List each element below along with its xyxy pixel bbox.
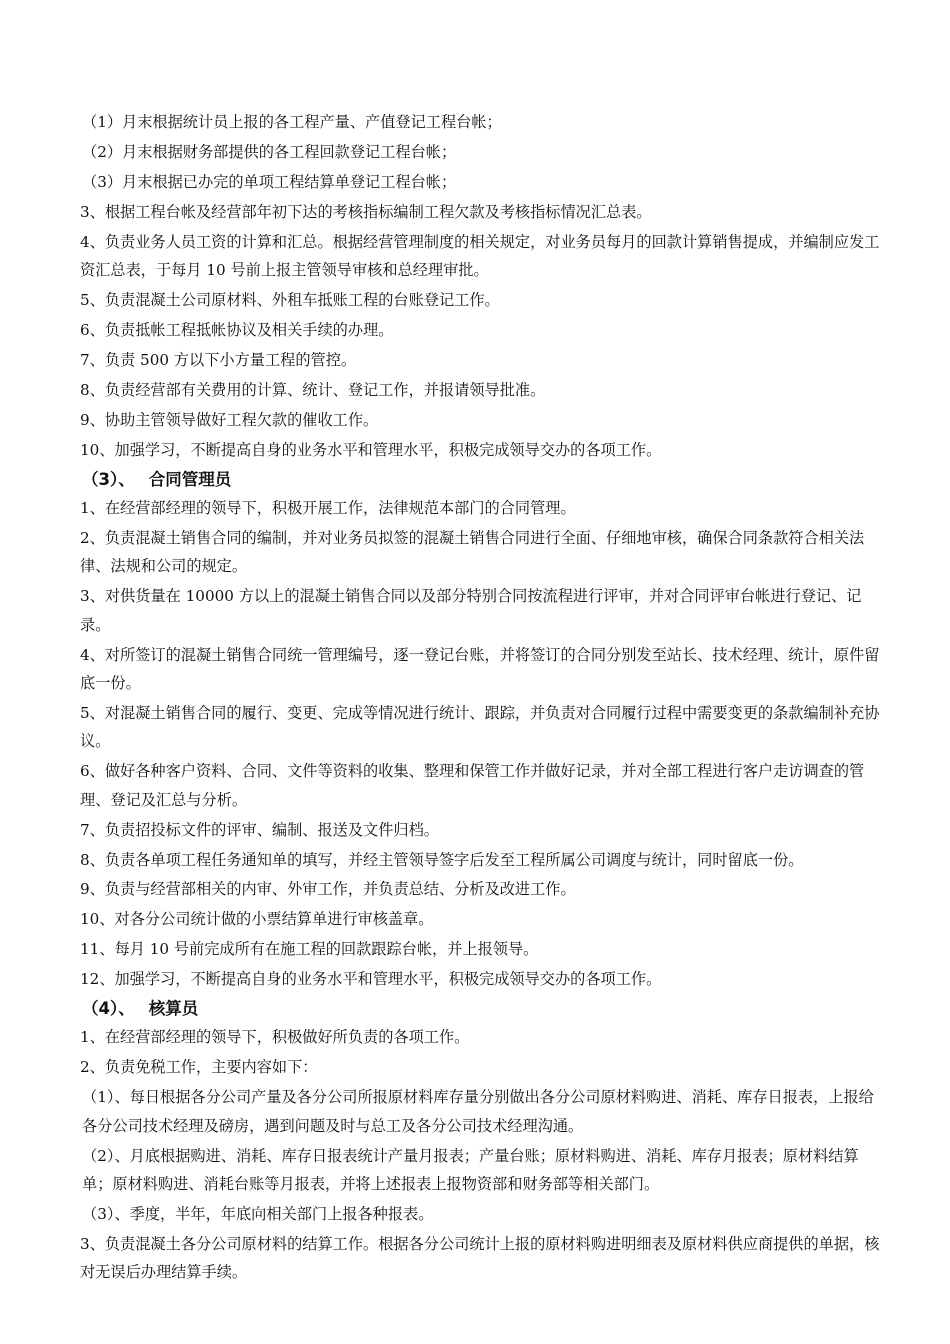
- paragraph: 2、负责混凝土销售合同的编制，并对业务员拟签的混凝土销售合同进行全面、仔细地审核，确保合同条款符合相关法律、法规和公司的规定。: [80, 529, 865, 576]
- paragraph: 9、负责与经营部相关的内审、外审工作，并负责总结、分析及改进工作。: [80, 880, 576, 899]
- document-page: [80, 108, 880, 1288]
- paragraph: 3、根据工程台帐及经营部年初下达的考核指标编制工程欠款及考核指标情况汇总表。: [80, 202, 652, 221]
- paragraph: 4、负责业务人员工资的计算和汇总。根据经营管理制度的相关规定，对业务员每月的回款计算销售提成，并编制应发工资汇总表，于每月 10 号前上报主管领导审核和总经理审批。: [80, 232, 880, 280]
- paragraph: 8、负责各单项工程任务通知单的填写，并经主管领导签字后发至工程所属公司调度与统计，同时留底一份。: [80, 850, 804, 869]
- paragraph: 12、加强学习，不断提高自身的业务水平和管理水平，积极完成领导交办的各项工作。: [80, 970, 662, 989]
- paragraph: 10、对各分公司统计做的小票结算单进行审核盖章。: [80, 910, 434, 929]
- paragraph: 2、负责免税工作，主要内容如下：: [80, 1058, 318, 1077]
- paragraph: 8、负责经营部有关费用的计算、统计、登记工作，并报请领导批准。: [80, 381, 546, 400]
- paragraph: 1、在经营部经理的领导下，积极开展工作，法律规范本部门的合同管理。: [80, 499, 576, 518]
- section-heading-accountant: [80, 995, 880, 1023]
- paragraph: （2）、月底根据购进、消耗、库存日报表统计产量月报表；产量台账；原材料购进、消耗、库存月报表；原材料结算单；原材料购进、消耗台账等月报表，并将上述报表上报物资部和财务部等相关部门。: [82, 1146, 859, 1193]
- paragraph: 10、加强学习，不断提高自身的业务水平和管理水平，积极完成领导交办的各项工作。: [80, 441, 662, 460]
- section-title: 核算员: [148, 999, 199, 1019]
- paragraph: 1、在经营部经理的领导下，积极做好所负责的各项工作。: [80, 1028, 470, 1047]
- paragraph: （3）月末根据已办完的单项工程结算单登记工程台帐；: [82, 172, 457, 191]
- section-number: （4）、: [82, 999, 135, 1019]
- paragraph: 5、对混凝土销售合同的履行、变更、完成等情况进行统计、跟踪，并负责对合同履行过程中需要变更的条款编制补充协议。: [80, 703, 880, 751]
- paragraph: （2）月末根据财务部提供的各工程回款登记工程台帐；: [82, 142, 457, 161]
- paragraph: 5、负责混凝土公司原材料、外租车抵账工程的台账登记工作。: [80, 291, 500, 310]
- paragraph: 9、协助主管领导做好工程欠款的催收工作。: [80, 411, 379, 430]
- paragraph: 3、对供货量在 10000 方以上的混凝土销售合同以及部分特别合同按流程进行评审，并对合同评审台帐进行登记、记录。: [80, 587, 862, 634]
- paragraph: 6、负责抵帐工程抵帐协议及相关手续的办理。: [80, 321, 394, 340]
- section-heading-contract-manager: [80, 466, 880, 494]
- paragraph: 7、负责 500 方以下小方量工程的管控。: [80, 351, 357, 370]
- paragraph: 3、负责混凝土各分公司原材料的结算工作。根据各分公司统计上报的原材料购进明细表及原材料供应商提供的单据，核对无误后办理结算手续。: [80, 1234, 880, 1282]
- section-number: （3）、: [82, 470, 135, 490]
- paragraph: 11、每月 10 号前完成所有在施工程的回款跟踪台帐，并上报领导。: [80, 940, 539, 959]
- paragraph: （3）、季度，半年，年底向相关部门上报各种报表。: [82, 1204, 434, 1223]
- paragraph: 4、对所签订的混凝土销售合同统一管理编号，逐一登记台账，并将签订的合同分别发至站长、技术经理、统计，原件留底一份。: [80, 645, 880, 692]
- section-title: 合同管理员: [148, 470, 232, 490]
- paragraph: （1）月末根据统计员上报的各工程产量、产值登记工程台帐；: [82, 113, 502, 131]
- paragraph: 6、做好各种客户资料、合同、文件等资料的收集、整理和保管工作并做好记录，并对全部工程进行客户走访调查的管理、登记及汇总与分析。: [80, 762, 865, 809]
- paragraph: （1）、每日根据各分公司产量及各分公司所报原材料库存量分别做出各分公司原材料购进、消耗、库存日报表，上报给各分公司技术经理及磅房，遇到问题及时与总工及各分公司技术经理沟通。: [82, 1088, 874, 1135]
- paragraph: 7、负责招投标文件的评审、编制、报送及文件归档。: [80, 820, 439, 839]
